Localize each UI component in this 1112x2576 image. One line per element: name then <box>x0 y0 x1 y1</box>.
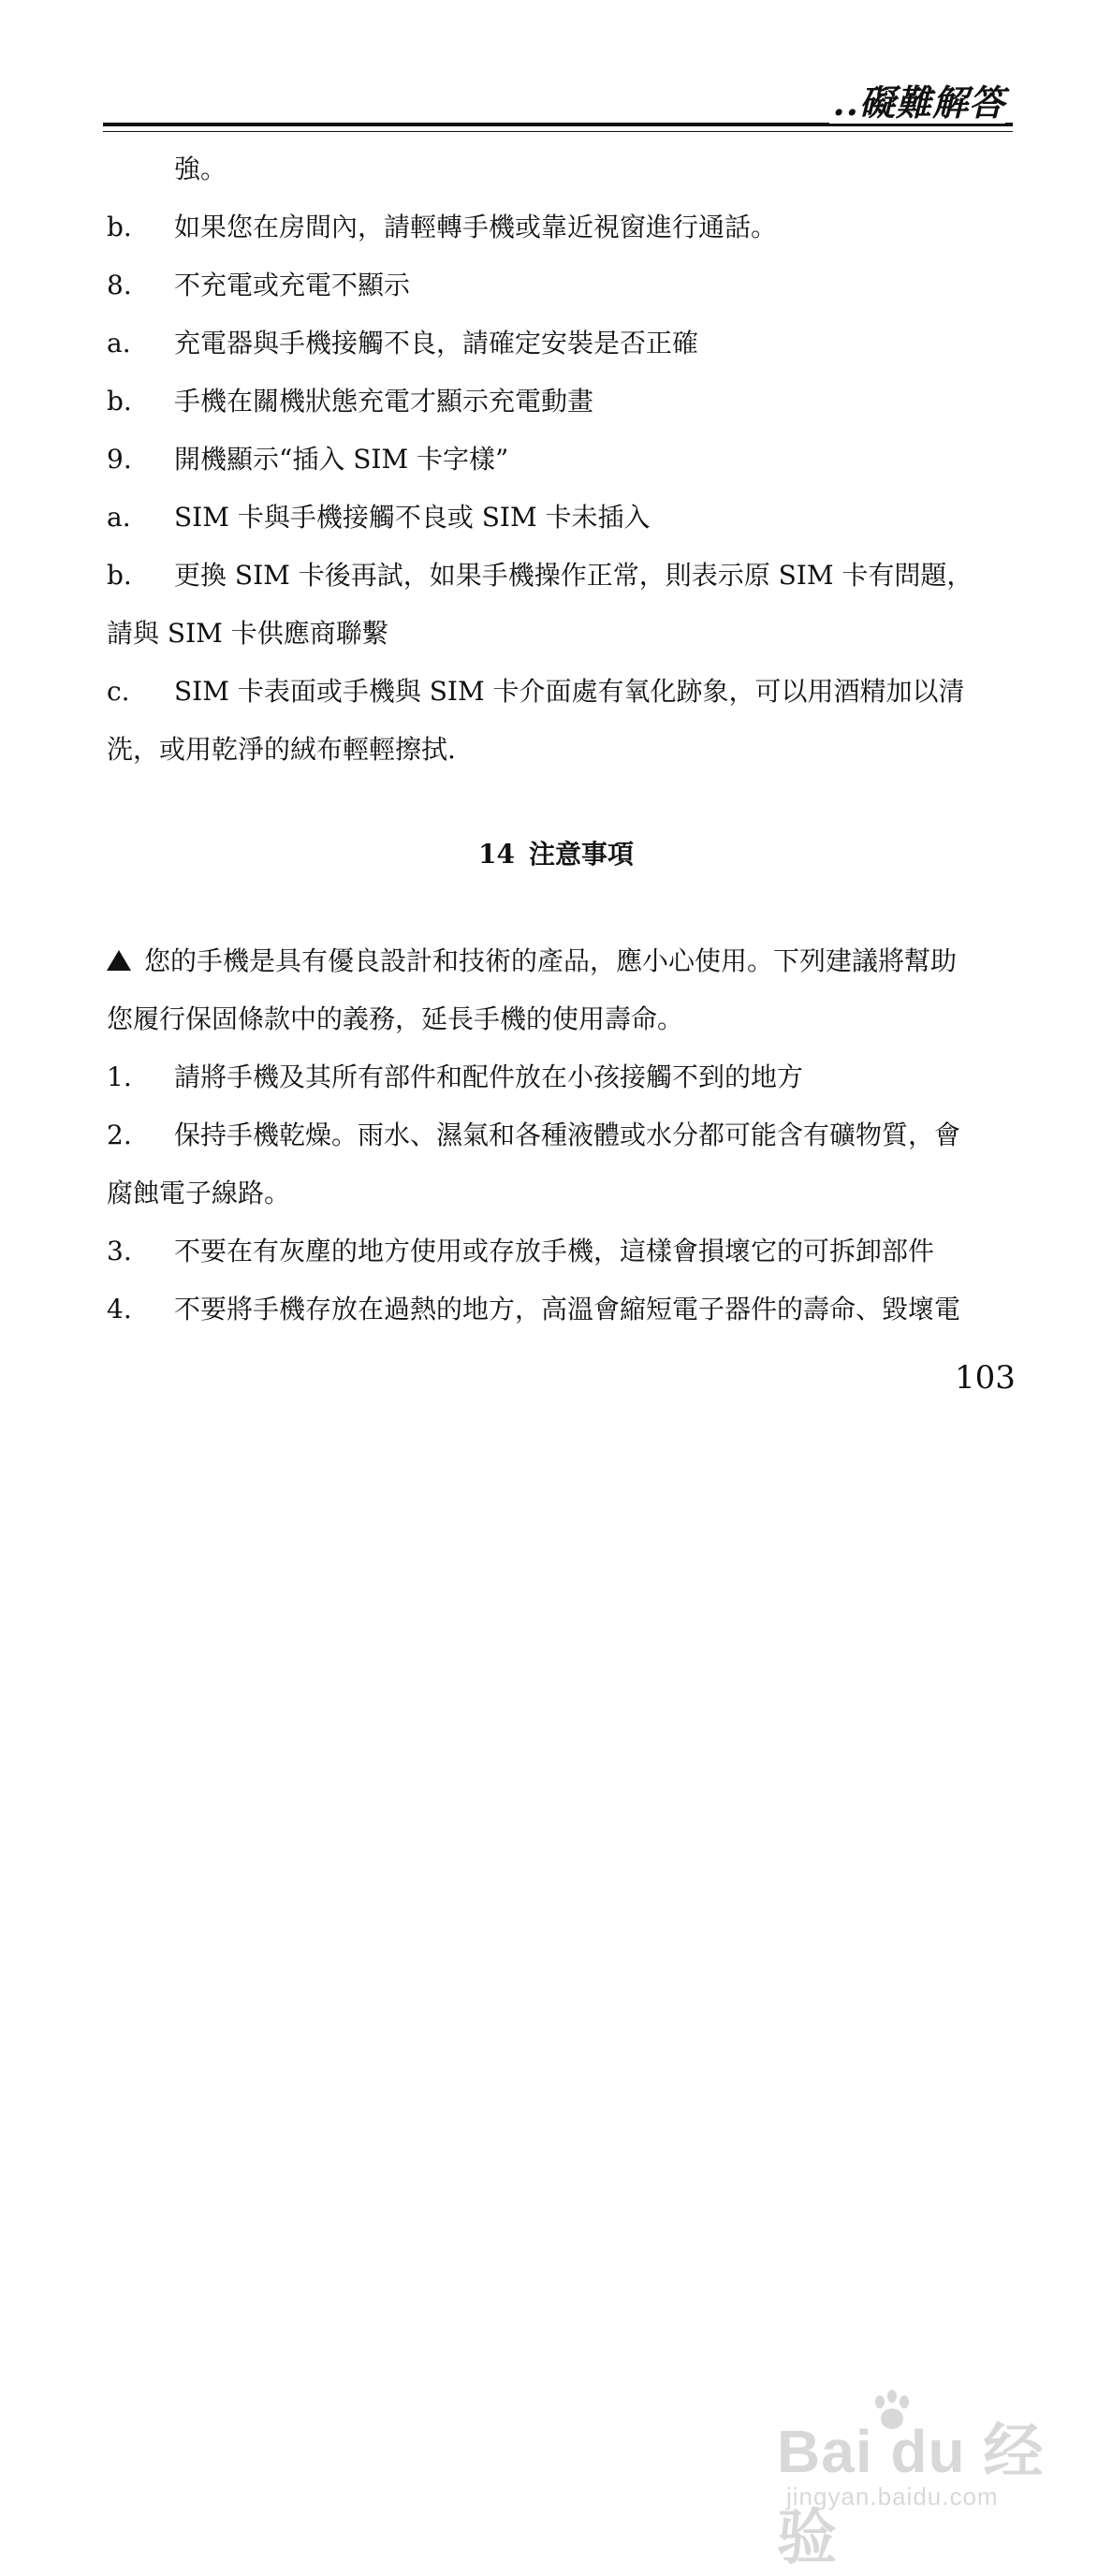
text-line <box>107 663 1005 721</box>
page-number: 103 <box>955 1359 1016 1397</box>
line-text: 充電器與手機接觸不良，請確定安裝是否正確 <box>174 328 699 359</box>
list-item <box>107 1164 1005 1222</box>
line-marker: b. <box>107 212 132 242</box>
text-line <box>107 547 1005 605</box>
line-marker: a. <box>107 328 131 359</box>
baidu-watermark <box>777 2387 1058 2571</box>
watermark-logo: Bai du 经验 <box>777 2418 1045 2571</box>
text-line <box>107 198 1005 256</box>
line-text: 請與 SIM 卡供應商聯繫 <box>107 618 388 649</box>
text-line <box>107 315 1005 373</box>
text-line <box>107 431 1005 489</box>
warning-triangle-icon <box>107 950 131 971</box>
intro-text: 您履行保固條款中的義務，延長手機的使用壽命。 <box>107 1003 684 1034</box>
text-line <box>107 489 1005 547</box>
item-marker: 4. <box>107 1294 132 1325</box>
page-body <box>107 140 1005 1339</box>
item-marker: 2. <box>107 1120 132 1150</box>
section-heading <box>107 826 1005 884</box>
intro-line <box>107 990 1005 1048</box>
item-marker: 3. <box>107 1236 132 1266</box>
line-marker: a. <box>107 502 131 533</box>
line-marker: 9. <box>107 444 132 475</box>
intro-line <box>107 932 1005 990</box>
line-text: SIM 卡表面或手機與 SIM 卡介面處有氧化跡象，可以用酒精加以清 <box>174 676 965 707</box>
item-marker: 1. <box>107 1061 132 1092</box>
list-item <box>107 1281 1005 1339</box>
item-text: 請將手機及其所有部件和配件放在小孩接觸不到的地方 <box>174 1061 804 1092</box>
text-line <box>107 605 1005 663</box>
watermark-url: jingyan.baidu.com <box>786 2482 999 2510</box>
item-text: 不要在有灰塵的地方使用或存放手機，這樣會損壞它的可拆卸部件 <box>174 1236 935 1266</box>
list-item <box>107 1106 1005 1164</box>
item-text: 不要將手機存放在過熱的地方，高溫會縮短電子器件的壽命、毀壞電 <box>174 1294 961 1325</box>
header-title: ..礙難解答 <box>829 82 1005 124</box>
intro-text: 您的手機是具有優良設計和技術的產品，應小心使用。下列建議將幫助 <box>144 945 958 976</box>
text-line <box>107 721 1005 779</box>
line-marker: b. <box>107 386 132 417</box>
item-text: 腐蝕電子線路。 <box>107 1178 291 1208</box>
text-line <box>107 140 1005 198</box>
section-title: 注意事項 <box>528 839 634 870</box>
line-text: 不充電或充電不顯示 <box>174 270 411 300</box>
header-rule-thin <box>103 131 1013 132</box>
line-text: 如果您在房間內，請輕轉手機或靠近視窗進行通話。 <box>174 212 778 242</box>
line-text: 洗，或用乾淨的絨布輕輕擦拭. <box>107 734 456 765</box>
running-header <box>103 82 1013 135</box>
item-text: 保持手機乾燥。雨水、濕氣和各種液體或水分都可能含有礦物質，會 <box>174 1120 961 1150</box>
list-item <box>107 1048 1005 1106</box>
text-line <box>107 373 1005 431</box>
line-marker: c. <box>107 676 130 707</box>
line-text: 開機顯示“插入 SIM 卡字樣” <box>174 444 509 475</box>
line-text: 強。 <box>174 154 227 184</box>
list-item <box>107 1222 1005 1281</box>
line-text: SIM 卡與手機接觸不良或 SIM 卡未插入 <box>174 502 651 533</box>
line-text: 手機在關機狀態充電才顯示充電動畫 <box>174 386 594 417</box>
line-marker: 8. <box>107 270 132 300</box>
section-number: 14 <box>477 839 515 870</box>
text-line <box>107 256 1005 315</box>
line-marker: b. <box>107 560 132 591</box>
line-text: 更換 SIM 卡後再試，如果手機操作正常，則表示原 SIM 卡有問題， <box>174 560 973 591</box>
